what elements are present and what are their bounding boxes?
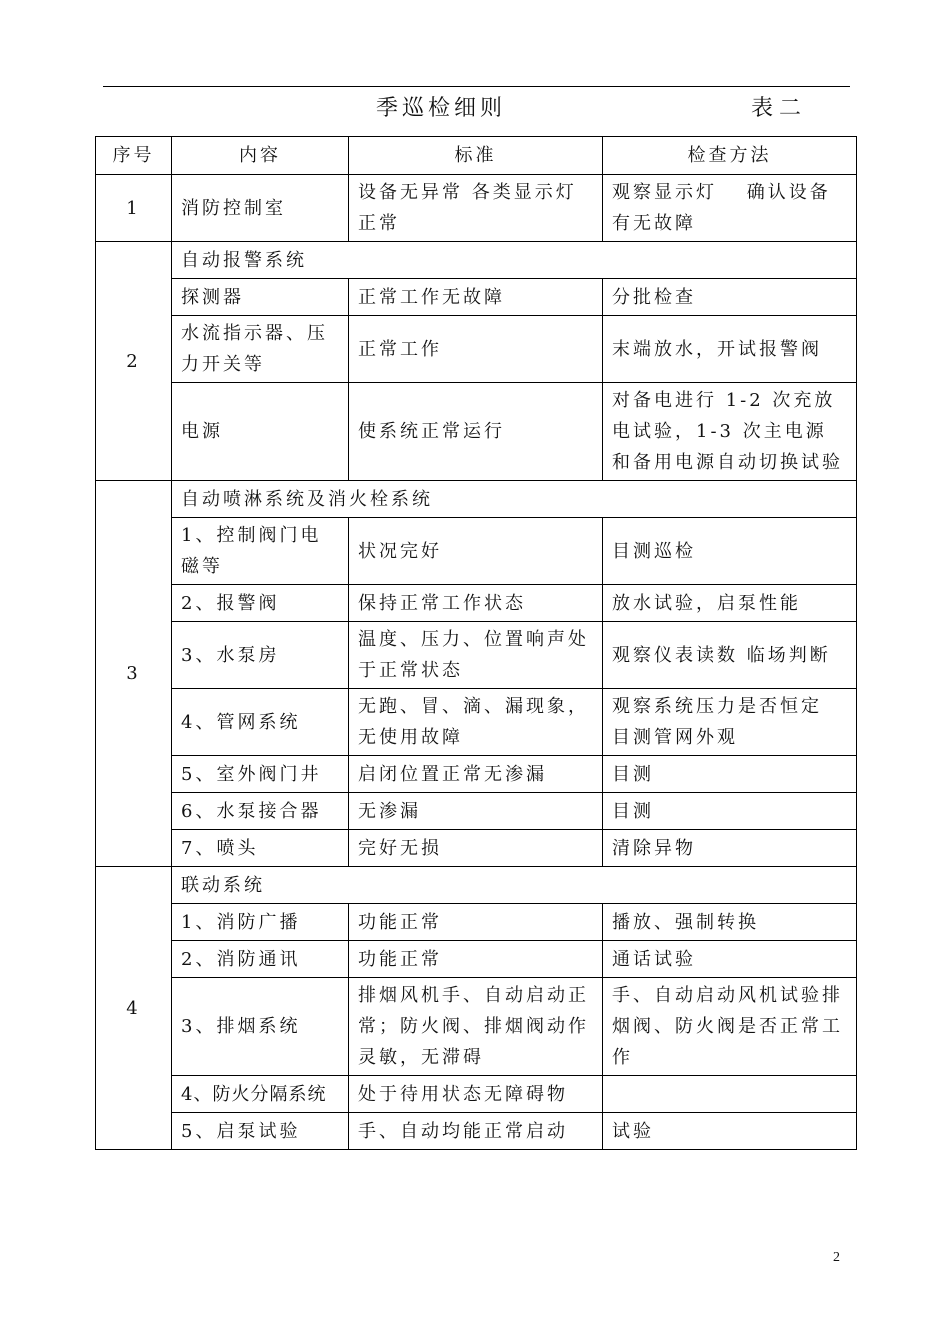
row-standard: 设备无异常 各类显示灯正常 [349, 175, 603, 242]
row-method: 末端放水，开试报警阀 [603, 316, 857, 383]
header-method: 检查方法 [603, 137, 857, 175]
header-standard: 标准 [349, 137, 603, 175]
row-standard: 功能正常 [349, 941, 603, 978]
row-item: 消防控制室 [172, 175, 349, 242]
table-row [96, 941, 857, 978]
group-no: 2 [96, 242, 172, 481]
table-row [96, 904, 857, 941]
row-item: 1、消防广播 [172, 904, 349, 941]
table-row [96, 316, 857, 383]
page-number: 2 [833, 1250, 840, 1265]
table-label: 表二 [751, 96, 808, 121]
table-row [96, 1076, 857, 1113]
table-row [96, 622, 857, 689]
row-item: 4、防火分隔系统 [172, 1076, 349, 1113]
row-item: 2、消防通讯 [172, 941, 349, 978]
row-method: 观察系统压力是否恒定 目测管网外观 [603, 689, 857, 756]
row-method: 清除异物 [603, 830, 857, 867]
table-row [96, 279, 857, 316]
row-standard: 温度、压力、位置响声处于正常状态 [349, 622, 603, 689]
row-item: 3、排烟系统 [172, 978, 349, 1076]
row-item: 4、管网系统 [172, 689, 349, 756]
row-item: 水流指示器、压力开关等 [172, 316, 349, 383]
table-row [96, 978, 857, 1076]
row-item: 2、报警阀 [172, 585, 349, 622]
table-row [96, 756, 857, 793]
row-item: 6、水泵接合器 [172, 793, 349, 830]
row-standard: 启闭位置正常无渗漏 [349, 756, 603, 793]
section-title: 自动喷淋系统及消火栓系统 [172, 481, 857, 518]
page-title [0, 91, 950, 121]
row-method: 播放、强制转换 [603, 904, 857, 941]
row-method: 试验 [603, 1113, 857, 1150]
row-method [603, 1076, 857, 1113]
header-no: 序号 [96, 137, 172, 175]
row-no: 1 [96, 175, 172, 242]
row-item: 5、室外阀门井 [172, 756, 349, 793]
row-method: 通话试验 [603, 941, 857, 978]
row-item: 7、喷头 [172, 830, 349, 867]
group-no: 4 [96, 867, 172, 1150]
row-standard: 完好无损 [349, 830, 603, 867]
row-standard: 正常工作 [349, 316, 603, 383]
inspection-table [95, 136, 857, 1150]
row-standard: 保持正常工作状态 [349, 585, 603, 622]
row-standard: 处于待用状态无障碍物 [349, 1076, 603, 1113]
row-item: 5、启泵试验 [172, 1113, 349, 1150]
row-standard: 无渗漏 [349, 793, 603, 830]
row-item: 1、控制阀门电磁等 [172, 518, 349, 585]
doc-title: 季巡检细则 [376, 96, 507, 121]
table-row [96, 175, 857, 242]
section-row [96, 242, 857, 279]
table-header-row [96, 137, 857, 175]
row-item: 探测器 [172, 279, 349, 316]
row-method: 目测 [603, 793, 857, 830]
row-standard: 使系统正常运行 [349, 383, 603, 481]
table-row [96, 383, 857, 481]
table-row [96, 689, 857, 756]
row-item: 3、水泵房 [172, 622, 349, 689]
table-row [96, 830, 857, 867]
row-method: 观察仪表读数 临场判断 [603, 622, 857, 689]
row-method: 对备电进行 1-2 次充放电试验，1-3 次主电源和备用电源自动切换试验 [603, 383, 857, 481]
row-method: 观察显示灯 确认设备有无故障 [603, 175, 857, 242]
section-row [96, 481, 857, 518]
section-title: 联动系统 [172, 867, 857, 904]
table-row [96, 793, 857, 830]
row-standard: 状况完好 [349, 518, 603, 585]
row-method: 目测 [603, 756, 857, 793]
row-method: 分批检查 [603, 279, 857, 316]
table-row [96, 1113, 857, 1150]
row-standard: 功能正常 [349, 904, 603, 941]
table-row [96, 518, 857, 585]
section-title: 自动报警系统 [172, 242, 857, 279]
table-row [96, 585, 857, 622]
row-standard: 正常工作无故障 [349, 279, 603, 316]
header-rule [103, 86, 850, 87]
header-item: 内容 [172, 137, 349, 175]
row-standard: 手、自动均能正常启动 [349, 1113, 603, 1150]
row-standard: 无跑、冒、滴、漏现象，无使用故障 [349, 689, 603, 756]
section-row [96, 867, 857, 904]
row-item: 电源 [172, 383, 349, 481]
row-method: 放水试验，启泵性能 [603, 585, 857, 622]
group-no: 3 [96, 481, 172, 867]
row-method: 目测巡检 [603, 518, 857, 585]
row-method: 手、自动启动风机试验排烟阀、防火阀是否正常工作 [603, 978, 857, 1076]
row-standard: 排烟风机手、自动启动正常；防火阀、排烟阀动作灵敏，无滞碍 [349, 978, 603, 1076]
